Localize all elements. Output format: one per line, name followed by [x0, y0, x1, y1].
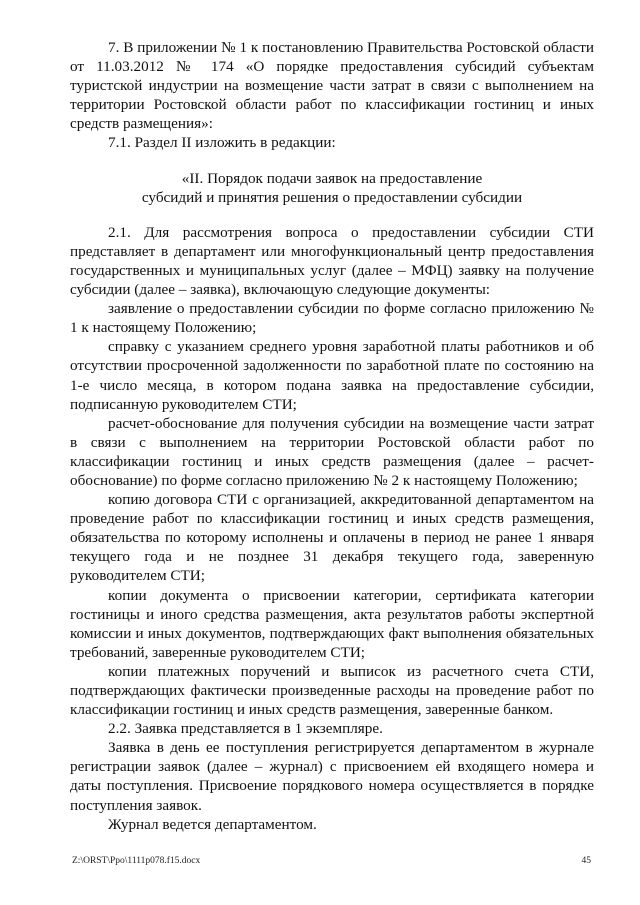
paragraph-journal: Журнал ведется департаментом.: [108, 815, 317, 833]
page-number: 45: [581, 856, 591, 866]
document-page: [70, 38, 594, 834]
paragraph-7: 7. В приложении № 1 к постановлению Правительства Ростовской области от 11.03.2012 № 174 «О порядке предоставления субсидий субъектам туристской индустрии на возмещение части затрат в связи с выполнением на территории Ростовской области работ по классификации гостиниц и иных средств размещения»:: [70, 39, 594, 133]
list-item-salary-certificate: справку с указанием среднего уровня заработной платы работников и об отсутствии просроченной задолженности по заработной плате по состоянию на 1-е число месяца, в котором подана заявка на предоставление субсидии, подписанную руководителем СТИ;: [70, 338, 594, 413]
paragraph-7-1: 7.1. Раздел II изложить в редакции:: [108, 134, 336, 152]
list-item-payment-orders: копии платежных поручений и выписок из расчетного счета СТИ, подтверждающих фактически произведенные расходы на проведение работ по классификации гостиниц и иных средств размещения, заверенные банком.: [70, 662, 594, 719]
paragraph-registration: Заявка в день ее поступления регистрируется департаментом в журнале регистрации заявок (далее – журнал) с присвоением ей входящего номера и даты поступления. Присвоение порядкового номера осуществляется в порядке поступления заявок.: [70, 739, 594, 814]
list-item-category-documents: копии документа о присвоении категории, сертификата категории гостиницы и иного средства размещения, акта результатов работы экспертной комиссии и иных документов, подтверждающих факт выполнения обязательных требований, заверенные руководителем СТИ;: [70, 586, 594, 661]
section-heading-line-2: субсидий и принятия решения о предоставлении субсидии: [141, 188, 523, 206]
section-heading: [70, 169, 594, 207]
list-item-calculation: расчет-обоснование для получения субсидии на возмещение части затрат в связи с выполнением на территории Ростовской области работ по классификации гостиниц и иных средств размещения (далее – расчет-обоснование) по форме согласно приложению № 2 к настоящему Положению;: [70, 414, 594, 489]
section-heading-line-1: «II. Порядок подачи заявок на предоставление: [181, 169, 483, 187]
list-item-contract-copy: копию договора СТИ с организацией, аккредитованной департаментом на проведение работ по классификации гостиниц и иных средств размещения, обязательства по которому исполнены и оплачены в период не ранее 1 января текущего года и не позднее 31 декабря текущего года, заверенную руководителем СТИ;: [70, 491, 594, 585]
list-item-application: заявление о предоставлении субсидии по форме согласно приложению № 1 к настоящему Положению;: [70, 300, 594, 337]
paragraph-2-1: 2.1. Для рассмотрения вопроса о предоставлении субсидии СТИ представляет в департамент или многофункциональный центр предоставления государственных и муниципальных услуг (далее – МФЦ) заявку на получение субсидии (далее – заявка), включающую следующие документы:: [70, 223, 594, 299]
paragraph-2-2: 2.2. Заявка представляется в 1 экземпляре.: [108, 720, 383, 738]
footer-file-path: Z:\ORST\Ppo\1111p078.f15.docx: [72, 856, 201, 866]
